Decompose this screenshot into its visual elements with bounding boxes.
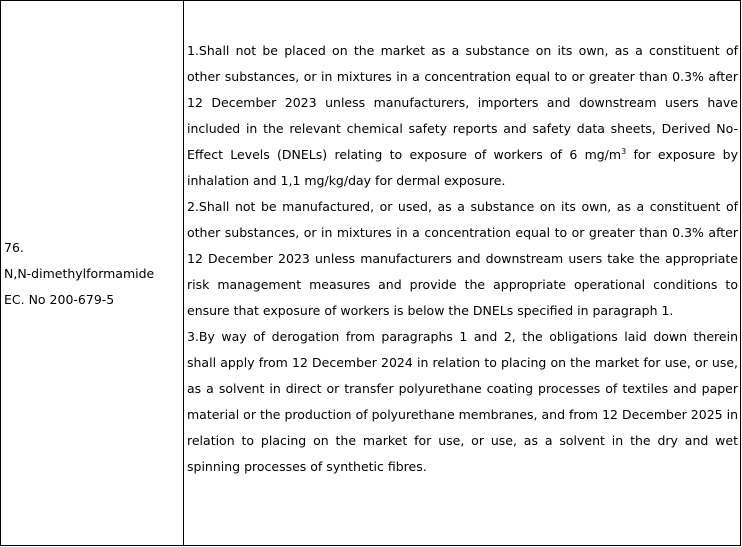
- entry-number: 76.: [4, 240, 24, 255]
- condition-paragraph-1: [187, 38, 738, 194]
- superscript-3: 3: [621, 146, 627, 156]
- condition-paragraph-2: 2.Shall not be manufactured, or used, as a substance on its own, as a constituent of other substances, or in mixtures in a concentration equal to or greater than 0.3% after 12 December 2023 unless manufacturers and downstream users take the appropriate risk management measures and provide the appropriate operational conditions to ensure that exposure of workers is below the DNELs specified in paragraph 1.: [187, 199, 738, 318]
- substance-name: N,N-dimethylformamide: [4, 266, 155, 281]
- condition-paragraph-1-text-end: for exposure by inhalation and 1,1 mg/kg/day for dermal exposure.: [187, 147, 738, 188]
- ec-number: EC. No 200-679-5: [4, 292, 115, 307]
- conditions-cell: [184, 1, 740, 545]
- substance-identification: [1, 235, 154, 313]
- condition-paragraph-3: 3.By way of derogation from paragraphs 1 and 2, the obligations laid down therein shall apply from 12 December 2024 in relation to placing on the market for use, or use, as a solvent in direct or transfer polyurethane coating processes of textiles and paper material or the production of polyurethane membranes, and from 12 December 2025 in relation to placing on the market for use, or use, as a solvent in the dry and wet spinning processes of synthetic fibres.: [187, 329, 738, 474]
- condition-paragraph-1-text: 1.Shall not be placed on the market as a substance on its own, as a constituent of other substances, or in mixtures in a concentration equal to or greater than 0.3% after 12 December 2023 unless manufacturers, importers and downstream users have included in the relevant chemical safety reports and safety data sheets, Derived No-Effect Levels (DNELs) relating to exposure of workers of 6 mg/m: [187, 43, 738, 162]
- substance-cell: [1, 1, 184, 545]
